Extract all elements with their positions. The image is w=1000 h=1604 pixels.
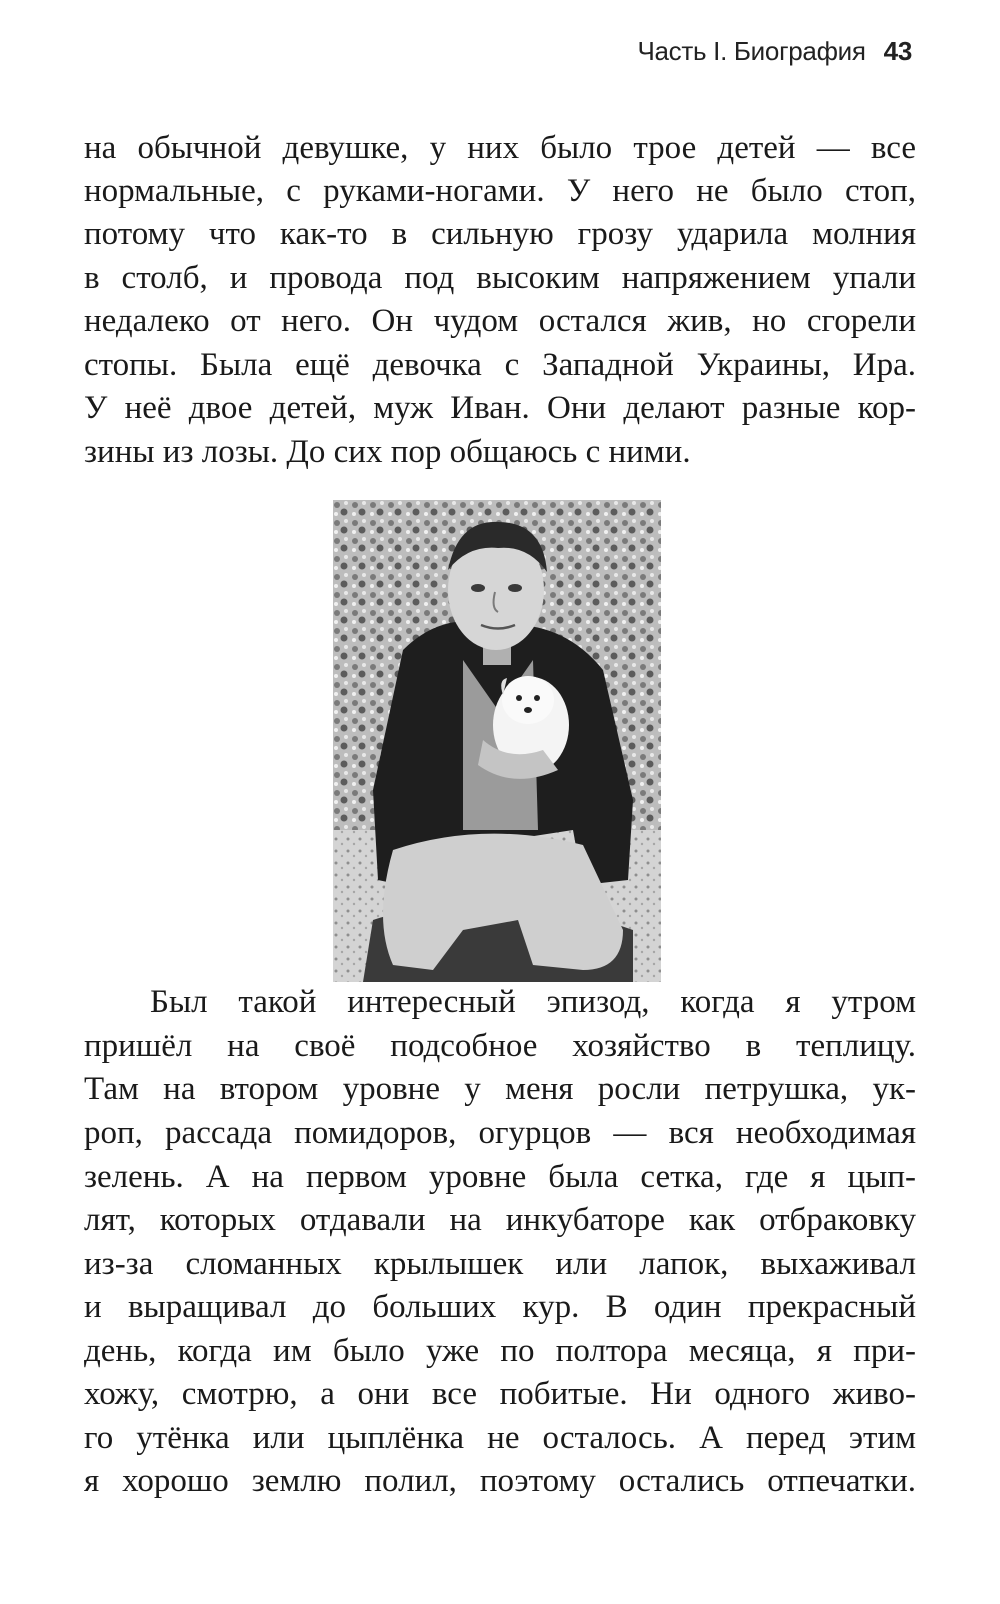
text-line: Там на втором уровне у меня росли петрушка, ук- (84, 1071, 916, 1107)
text-line: лят, которых отдавали на инкубаторе как отбраковку (84, 1202, 916, 1238)
text-line: Был такой интересный эпизод, когда я утром (150, 984, 916, 1020)
text-line: хожу, смотрю, а они все побитые. Ни одного живо- (84, 1376, 916, 1412)
text-line: роп, рассада помидоров, огурцов — вся необходимая (84, 1115, 916, 1151)
text-line: зины из лозы. До сих пор общаюсь с ними. (84, 434, 691, 470)
text-line: я хорошо землю полил, поэтому остались отпечатки. (84, 1463, 916, 1499)
text-line: зелень. А на первом уровне была сетка, где я цып- (84, 1159, 916, 1195)
text-line: и выращивал до больших кур. В один прекрасный (84, 1289, 916, 1325)
text-line: на обычной девушке, у них было трое детей — все (84, 130, 916, 166)
text-line: го утёнка или цыплёнка не осталось. А перед этим (84, 1420, 916, 1456)
text-line: из-за сломанных крылышек или лапок, выхаживал (84, 1246, 916, 1282)
page-number: 43 (883, 36, 912, 66)
text-line: день, когда им было уже по полтора месяца, я при- (84, 1333, 916, 1369)
text-line: нормальные, с руками-ногами. У него не было стоп, (84, 173, 916, 209)
running-head (637, 36, 912, 67)
text-line: в столб, и провода под высоким напряжением упали (84, 260, 916, 296)
text-line: пришёл на своё подсобное хозяйство в теплицу. (84, 1028, 916, 1064)
text-line: стопы. Была ещё девочка с Западной Украины, Ира. (84, 347, 916, 383)
text-line: недалеко от него. Он чудом остался жив, но сгорели (84, 303, 916, 339)
photo-man-holding-puppy (333, 500, 661, 982)
text-line: потому что как-то в сильную грозу ударила молния (84, 216, 916, 252)
running-title: Часть I. Биография (637, 36, 866, 66)
text-line: У неё двое детей, муж Иван. Они делают разные кор- (84, 390, 916, 426)
